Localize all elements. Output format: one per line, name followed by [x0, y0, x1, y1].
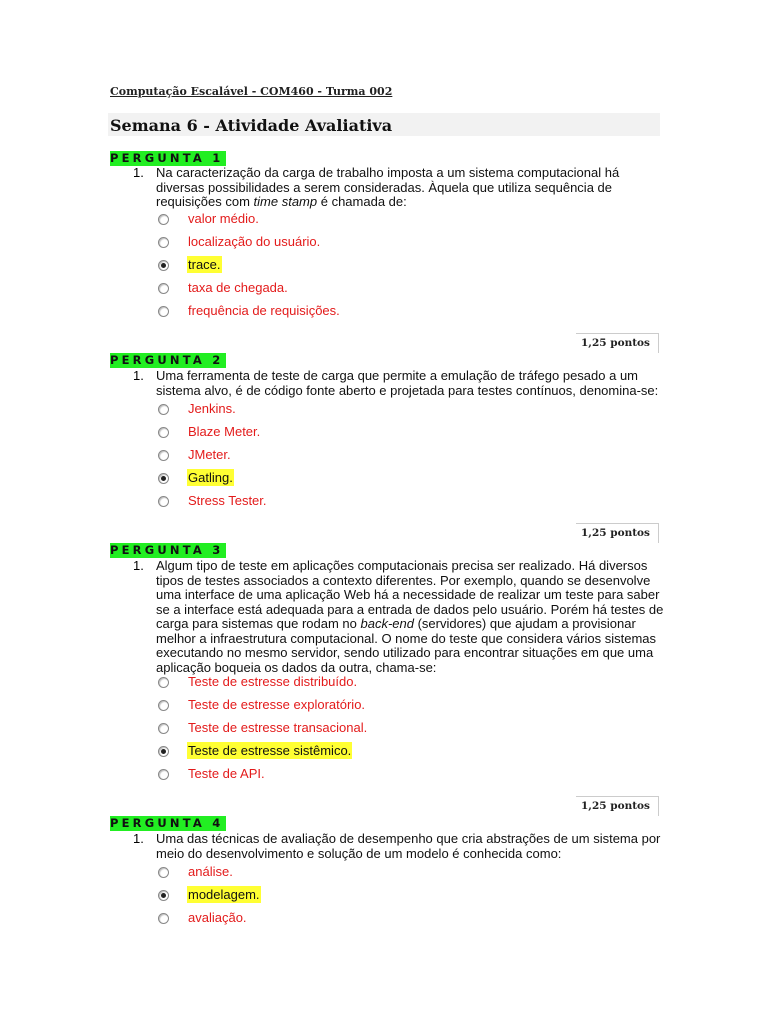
radio-button-selected[interactable]: [158, 260, 169, 271]
option-label: valor médio.: [188, 211, 259, 226]
points-box-1: 1,25 pontos: [576, 333, 659, 353]
option-label: Teste de estresse distribuído.: [188, 674, 358, 689]
radio-button[interactable]: [158, 427, 169, 438]
radio-button[interactable]: [158, 450, 169, 461]
radio-button[interactable]: [158, 723, 169, 734]
option-label: Jenkins.: [188, 401, 236, 416]
radio-button[interactable]: [158, 700, 169, 711]
radio-button[interactable]: [158, 913, 169, 924]
points-box-3: 1,25 pontos: [576, 796, 659, 816]
question-number: 1.: [133, 831, 144, 846]
option-label: análise.: [188, 864, 233, 879]
question-number: 1.: [133, 165, 144, 180]
question-number: 1.: [133, 558, 144, 573]
radio-button[interactable]: [158, 283, 169, 294]
question-text-1: Na caracterização da carga de trabalho imposta a um sistema computacional há diversas possibilidades a serem consideradas. Àquela que utiliza sequência de requisições com time stamp é chamada de:: [156, 165, 620, 209]
option-label-selected: Gatling.: [188, 470, 233, 485]
radio-button[interactable]: [158, 404, 169, 415]
question-header-1: PERGUNTA 1: [110, 151, 226, 166]
option-label: taxa de chegada.: [188, 280, 288, 295]
question-number: 1.: [133, 368, 144, 383]
question-header-4: PERGUNTA 4: [110, 816, 226, 831]
course-header: Computação Escalável - COM460 - Turma 002: [110, 85, 393, 98]
option-label: frequência de requisições.: [188, 303, 340, 318]
question-text-2: Uma ferramenta de teste de carga que permite a emulação de tráfego pesado a um sistema alvo, é de código fonte aberto e projetada para testes contínuos, denomina-se:: [156, 368, 659, 398]
option-label-selected: Teste de estresse sistêmico.: [188, 743, 352, 758]
radio-button-selected[interactable]: [158, 890, 169, 901]
option-label: Teste de estresse transacional.: [188, 720, 368, 735]
option-label: localização do usuário.: [188, 234, 321, 249]
radio-button-selected[interactable]: [158, 473, 169, 484]
question-text-4: Uma das técnicas de avaliação de desempenho que cria abstrações de um sistema por meio do desenvolvimento e solução de um modelo é conhecida como:: [156, 831, 661, 861]
option-label-selected: modelagem.: [188, 887, 260, 902]
option-label: Blaze Meter.: [188, 424, 261, 439]
radio-button[interactable]: [158, 214, 169, 225]
option-label-selected: trace.: [188, 257, 221, 272]
page-title: Semana 6 - Atividade Avaliativa: [110, 116, 393, 135]
radio-button[interactable]: [158, 769, 169, 780]
option-label: avaliação.: [188, 910, 247, 925]
points-box-2: 1,25 pontos: [576, 523, 659, 543]
radio-button[interactable]: [158, 237, 169, 248]
option-label: Teste de estresse exploratório.: [188, 697, 366, 712]
option-label: Teste de API.: [188, 766, 265, 781]
radio-button[interactable]: [158, 677, 169, 688]
question-text-3: Algum tipo de teste em aplicações computacionais precisa ser realizado. Há diversos tipos de testes associados a contexto diferentes. Por exemplo, quando se desenvolve uma interface de uma aplicação Web há a necessidade de realizar um teste para saber se a interface está adequada para a entrada de dados pelo usuário. Porém há testes de carga para sistemas que rodam no back-end (servidores) que ajudam a provisionar melhor a infraestrutura computacional. O nome do teste que considera vários sistemas executando no mesmo servidor, sendo utilizado para encontrar situações em que uma aplicação boqueia os dados da outra, chama-se:: [156, 558, 664, 675]
radio-button[interactable]: [158, 867, 169, 878]
option-label: Stress Tester.: [188, 493, 267, 508]
radio-button[interactable]: [158, 306, 169, 317]
radio-button-selected[interactable]: [158, 746, 169, 757]
option-label: JMeter.: [188, 447, 231, 462]
radio-button[interactable]: [158, 496, 169, 507]
question-header-3: PERGUNTA 3: [110, 543, 226, 558]
question-header-2: PERGUNTA 2: [110, 353, 226, 368]
